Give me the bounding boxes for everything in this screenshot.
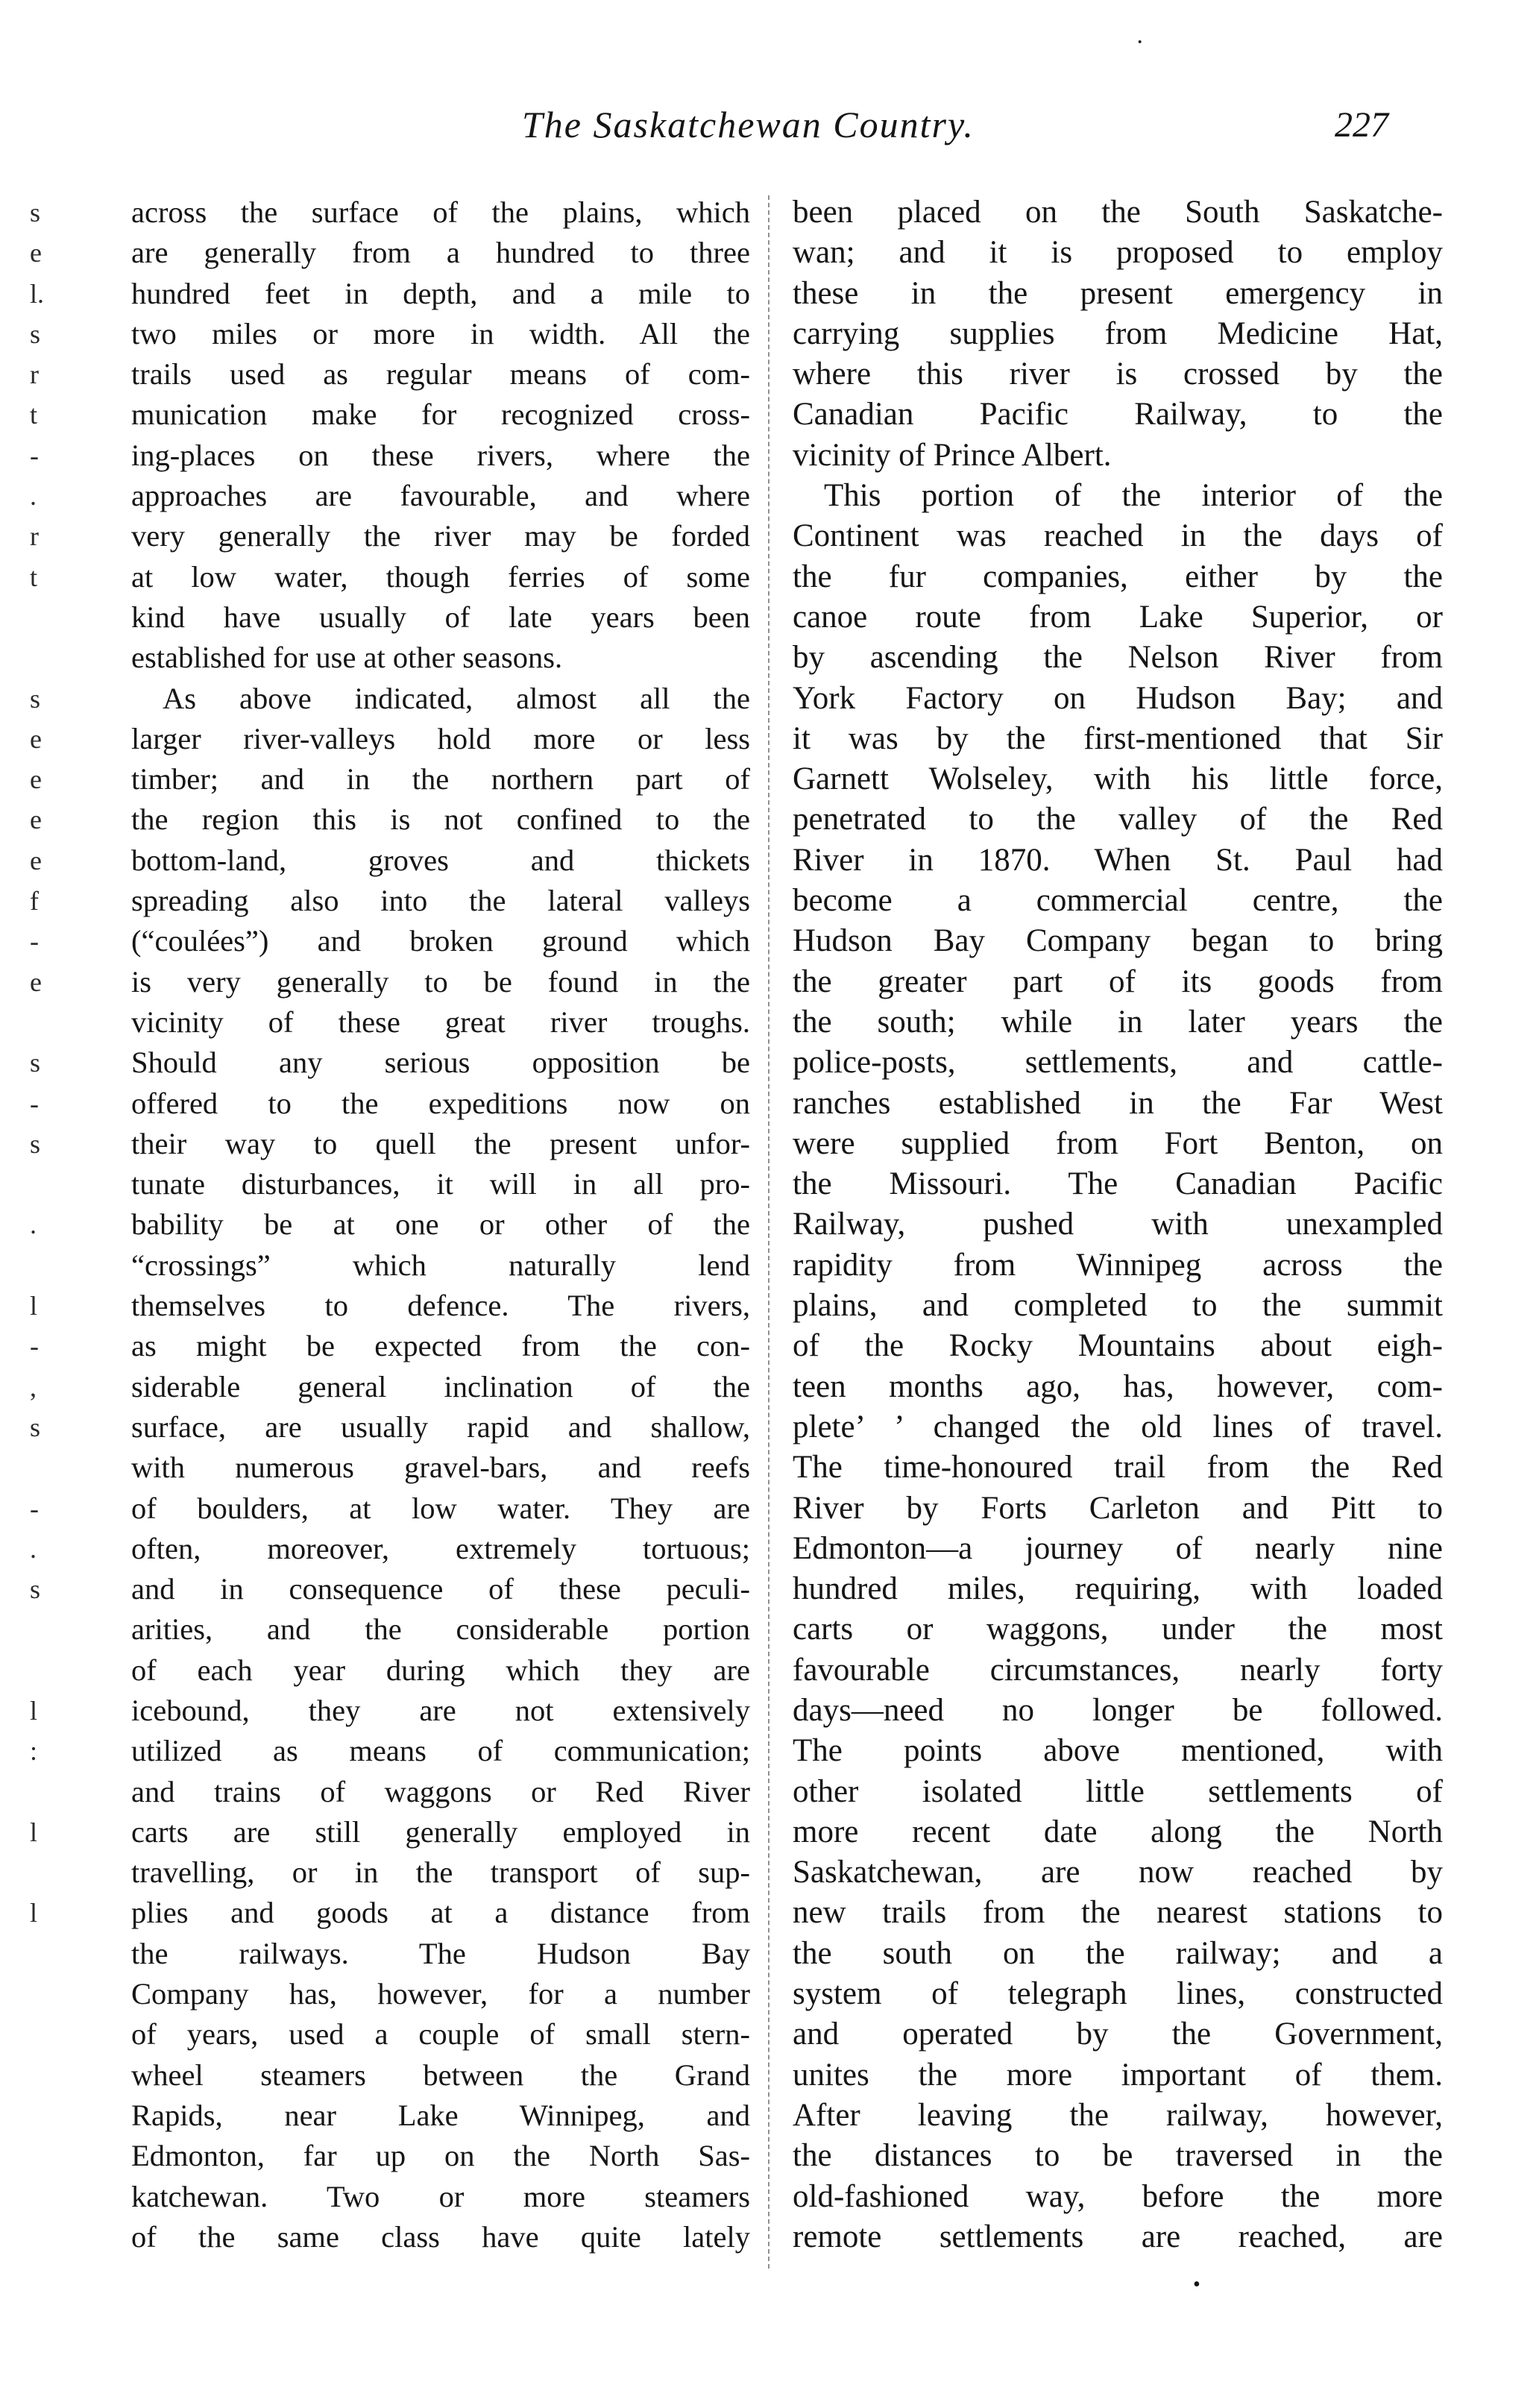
bleed-through-margin — [30, 192, 89, 1934]
text-line: and in consequence of these peculi- — [131, 1572, 750, 1606]
text-line: very generally the river may be forded — [131, 519, 750, 553]
margin-fragment: s — [30, 1128, 41, 1159]
text-line: rapidity from Winnipeg across the — [793, 1247, 1443, 1283]
text-line: wheel steamers between the Grand — [131, 2058, 750, 2092]
text-line: their way to quell the present unfor- — [131, 1126, 750, 1160]
text-line: icebound, they are not extensively — [131, 1693, 750, 1727]
text-line: The time-honoured trail from the Red — [793, 1450, 1443, 1486]
margin-fragment: t — [30, 562, 38, 592]
margin-fragment: l — [30, 1898, 38, 1928]
text-line: system of telegraph lines, constructed — [793, 1976, 1443, 2012]
text-line: where this river is crossed by the — [793, 356, 1443, 392]
text-line: Garnett Wolseley, with his little force, — [793, 761, 1443, 797]
text-line: larger river-valleys hold more or less — [131, 721, 750, 755]
text-line: it was by the first-mentioned that Sir — [793, 720, 1443, 756]
text-line: vicinity of these great river troughs. — [131, 1005, 750, 1039]
margin-fragment: e — [30, 966, 42, 997]
margin-fragment: s — [30, 683, 41, 714]
margin-fragment — [30, 1245, 89, 1286]
text-line: are generally from a hundred to three — [131, 236, 750, 270]
text-line: After leaving the railway, however, — [793, 2097, 1443, 2133]
margin-fragment — [30, 1447, 89, 1488]
margin-fragment — [30, 1164, 89, 1204]
text-line: Railway, pushed with unexampled — [793, 1207, 1443, 1242]
text-line: tunate disturbances, it will in all pro- — [131, 1167, 750, 1201]
text-line: carts are still generally employed in — [131, 1814, 750, 1849]
margin-fragment: s — [30, 1412, 41, 1442]
text-line: the south on the railway; and a — [793, 1935, 1443, 1971]
text-line: munication make for recognized cross- — [131, 397, 750, 432]
footer-mark: • — [1193, 2273, 1200, 2296]
text-line: canoe route from Lake Superior, or — [793, 599, 1443, 635]
text-line: kind have usually of late years been — [131, 600, 750, 634]
margin-fragment: e — [30, 845, 42, 876]
text-line: of the Rocky Mountains about eigh- — [793, 1328, 1443, 1364]
margin-fragment — [30, 597, 89, 638]
text-line: new trails from the nearest stations to — [793, 1895, 1443, 1931]
text-line: travelling, or in the transport of sup- — [131, 1855, 750, 1890]
margin-fragment: r — [30, 521, 39, 552]
text-line: ranches established in the Far West — [793, 1085, 1443, 1121]
text-line: timber; and in the northern part of — [131, 762, 750, 796]
text-line: become a commercial centre, the — [793, 883, 1443, 919]
text-line: the fur companies, either by the — [793, 559, 1443, 594]
text-line: “crossings” which naturally lend — [131, 1248, 750, 1282]
text-line: the south; while in later years the — [793, 1004, 1443, 1040]
page-number: 227 — [1335, 105, 1388, 145]
text-line: Company has, however, for a number — [131, 1977, 750, 2011]
text-line: trails used as regular means of com- — [131, 357, 750, 392]
text-line: two miles or more in width. All the — [131, 316, 750, 350]
text-line: more recent date along the North — [793, 1814, 1443, 1849]
text-line: arities, and the considerable portion — [131, 1612, 750, 1647]
text-line: teen months ago, has, however, com- — [793, 1368, 1443, 1404]
margin-fragment: l — [30, 1291, 38, 1321]
margin-fragment: . — [30, 1533, 37, 1564]
text-line: Should any serious opposition be — [131, 1046, 750, 1080]
text-line: police-posts, settlements, and cattle- — [793, 1045, 1443, 1081]
text-line: Hudson Bay Company began to bring — [793, 923, 1443, 959]
text-line: offered to the expeditions now on — [131, 1086, 750, 1120]
text-line: Rapids, near Lake Winnipeg, and — [131, 2098, 750, 2132]
text-line: unites the more important of them. — [793, 2057, 1443, 2093]
margin-fragment: l. — [30, 278, 45, 309]
text-line: been placed on the South Saskatche- — [793, 195, 1443, 230]
margin-fragment: - — [30, 440, 39, 471]
text-line: utilized as means of communication; — [131, 1734, 750, 1768]
margin-fragment: e — [30, 805, 42, 835]
text-line: bottom-land, groves and thickets — [131, 843, 750, 877]
margin-fragment: - — [30, 1088, 39, 1119]
text-line: penetrated to the valley of the Red — [793, 802, 1443, 837]
text-line: themselves to defence. The rivers, — [131, 1289, 750, 1323]
text-line: Edmonton, far up on the North Sas- — [131, 2139, 750, 2173]
text-line: the greater part of its goods from — [793, 963, 1443, 999]
text-line: of years, used a couple of small stern- — [131, 2017, 750, 2052]
text-line: were supplied from Fort Benton, on — [793, 1125, 1443, 1161]
margin-fragment: r — [30, 359, 39, 390]
text-line: The points above mentioned, with — [793, 1733, 1443, 1769]
left-column — [131, 192, 750, 2257]
text-line: and trains of waggons or Red River — [131, 1774, 750, 1808]
text-line: ing-places on these rivers, where the — [131, 438, 750, 472]
text-line: approaches are favourable, and where — [131, 479, 750, 513]
text-line: carrying supplies from Medicine Hat, — [793, 315, 1443, 351]
margin-fragment: e — [30, 723, 42, 754]
text-line: bability be at one or other of the — [131, 1207, 750, 1242]
text-line: old-fashioned way, before the more — [793, 2178, 1443, 2214]
text-line: of each year during which they are — [131, 1653, 750, 1687]
text-line: established for use at other seasons. — [131, 641, 563, 675]
text-line: across the surface of the plains, which — [131, 195, 750, 229]
text-line: other isolated little settlements of — [793, 1773, 1443, 1809]
margin-fragment: - — [30, 926, 39, 957]
margin-fragment: l — [30, 1695, 38, 1726]
margin-fragment: t — [30, 400, 38, 430]
text-line: at low water, though ferries of some — [131, 559, 750, 594]
text-line: of boulders, at low water. They are — [131, 1491, 750, 1525]
margin-fragment: f — [30, 886, 39, 917]
text-line: the railways. The Hudson Bay — [131, 1936, 750, 1970]
text-line: favourable circumstances, nearly forty — [793, 1652, 1443, 1688]
text-line: plains, and completed to the summit — [793, 1288, 1443, 1324]
stray-dot: · — [1136, 28, 1145, 56]
text-line: (“coulées”) and broken ground which — [131, 924, 750, 958]
text-line: Continent was reached in the days of — [793, 518, 1443, 554]
text-line: katchewan. Two or more steamers — [131, 2179, 750, 2213]
margin-fragment — [30, 1852, 89, 1893]
text-line: is very generally to be found in the — [131, 964, 750, 999]
text-line: Edmonton—a journey of nearly nine — [793, 1530, 1443, 1566]
text-line: days—need no longer be followed. — [793, 1692, 1443, 1728]
text-line: carts or waggons, under the most — [793, 1612, 1443, 1647]
margin-fragment: , — [30, 1371, 37, 1402]
text-line: Canadian Pacific Railway, to the — [793, 397, 1443, 433]
text-line: wan; and it is proposed to employ — [793, 235, 1443, 271]
text-line: siderable general inclination of the — [131, 1369, 750, 1403]
text-line: Saskatchewan, are now reached by — [793, 1855, 1443, 1890]
margin-fragment: s — [30, 318, 41, 349]
text-line: the distances to be traversed in the — [793, 2138, 1443, 2174]
margin-fragment: e — [30, 764, 42, 795]
margin-fragment: l — [30, 1817, 38, 1847]
text-line: by ascending the Nelson River from — [793, 640, 1443, 676]
margin-fragment: - — [30, 1331, 39, 1362]
margin-fragment: : — [30, 1736, 38, 1767]
margin-fragment: s — [30, 198, 41, 227]
text-line: surface, are usually rapid and shallow, — [131, 1409, 750, 1444]
margin-fragment: . — [30, 481, 37, 512]
text-line: plies and goods at a distance from — [131, 1896, 750, 1930]
text-line: with numerous gravel-bars, and reefs — [131, 1450, 750, 1485]
text-line: River by Forts Carleton and Pitt to — [793, 1490, 1443, 1526]
margin-fragment — [30, 1002, 89, 1043]
running-title: The Saskatchewan Country. — [522, 104, 975, 145]
text-line: of the same class have quite lately — [131, 2219, 750, 2254]
text-line: often, moreover, extremely tortuous; — [131, 1531, 750, 1565]
text-line: the Missouri. The Canadian Pacific — [793, 1166, 1443, 1202]
text-line: York Factory on Hudson Bay; and — [793, 680, 1443, 716]
column-gutter — [768, 195, 770, 2269]
text-line: remote settlements are reached, are — [793, 2219, 1443, 2254]
margin-fragment: . — [30, 1210, 37, 1240]
text-line: as might be expected from the con- — [131, 1329, 750, 1363]
margin-fragment: s — [30, 1048, 41, 1078]
margin-fragment — [30, 1650, 89, 1691]
text-line: hundred feet in depth, and a mile to — [131, 276, 750, 310]
text-line: these in the present emergency in — [793, 275, 1443, 311]
text-line: As above indicated, almost all the — [163, 681, 750, 715]
margin-fragment — [30, 638, 89, 678]
margin-fragment: s — [30, 1574, 41, 1605]
text-line: hundred miles, requiring, with loaded — [793, 1571, 1443, 1607]
text-line: the region this is not confined to the — [131, 802, 750, 837]
margin-fragment — [30, 1609, 89, 1650]
text-line: spreading also into the lateral valleys — [131, 884, 750, 918]
text-line: plete’ ’ changed the old lines of travel. — [793, 1409, 1443, 1445]
right-column — [793, 192, 1443, 2257]
margin-fragment: - — [30, 1493, 39, 1524]
text-line: River in 1870. When St. Paul had — [793, 842, 1443, 878]
text-line: and operated by the Government, — [793, 2016, 1443, 2052]
text-line: This portion of the interior of the — [824, 478, 1443, 514]
text-line: vicinity of Prince Albert. — [793, 437, 1112, 473]
margin-fragment — [30, 1772, 89, 1812]
margin-fragment: e — [30, 238, 42, 268]
